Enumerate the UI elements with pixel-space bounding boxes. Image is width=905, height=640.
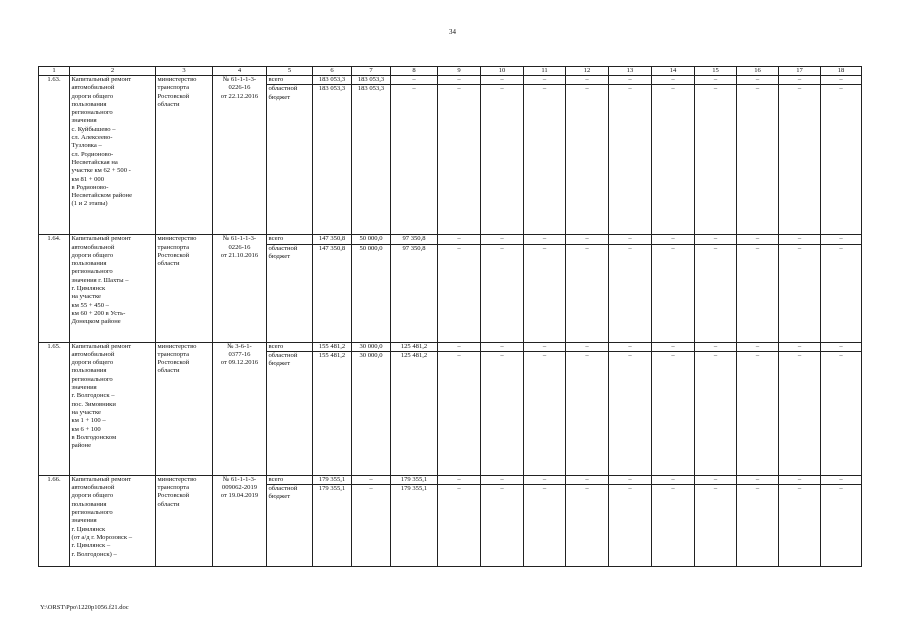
amount-year-col7: – xyxy=(352,475,391,484)
amount-year-cell: – xyxy=(438,351,481,475)
amount-year-cell: – xyxy=(821,342,862,351)
amount-year-cell: – xyxy=(737,351,779,475)
amount-year-cell: – xyxy=(438,76,481,85)
customer-name: министерство транспорта Ростовской области xyxy=(156,76,213,235)
column-header: 16 xyxy=(737,67,779,76)
amount-year-cell: – xyxy=(566,244,609,342)
amount-year-cell: – xyxy=(566,342,609,351)
amount-year-col8: 97 350,8 xyxy=(391,244,438,342)
amount-year-col8: 125 481,2 xyxy=(391,351,438,475)
amount-year-cell: – xyxy=(609,475,652,484)
amount-year-cell: – xyxy=(821,76,862,85)
amount-year-cell: – xyxy=(695,85,737,235)
amount-year-cell: – xyxy=(609,85,652,235)
page-number: 34 xyxy=(449,28,456,36)
amount-year-cell: – xyxy=(652,475,695,484)
budget-table xyxy=(38,66,862,567)
column-header: 13 xyxy=(609,67,652,76)
column-header: 15 xyxy=(695,67,737,76)
amount-year-cell: – xyxy=(481,351,524,475)
amount-year-cell: – xyxy=(524,475,566,484)
amount-year-cell: – xyxy=(737,85,779,235)
amount-year-cell: – xyxy=(779,235,821,244)
amount-year-cell: – xyxy=(566,351,609,475)
amount-year-col8: 179 355,1 xyxy=(391,485,438,567)
amount-year-cell: – xyxy=(609,351,652,475)
amount-year-cell: – xyxy=(695,76,737,85)
amount-year-cell: – xyxy=(524,351,566,475)
funding-source: всего xyxy=(267,76,313,85)
item-number: 1.64. xyxy=(39,235,70,342)
amount-year-cell: – xyxy=(821,235,862,244)
amount-year-col7: 183 053,3 xyxy=(352,76,391,85)
column-header: 14 xyxy=(652,67,695,76)
amount-year-cell: – xyxy=(737,235,779,244)
item-number: 1.66. xyxy=(39,475,70,566)
customer-name: министерство транспорта Ростовской области xyxy=(156,475,213,566)
object-name: Капитальный ремонт автомобильной дороги общего пользования регионального значения г. Шахты – г. Цимлянск на участке км 55 + 450 – км 60 + 200 в Усть- Донецком районе xyxy=(70,235,156,342)
amount-year-col7: – xyxy=(352,485,391,567)
total-amount: 155 481,2 xyxy=(313,351,352,475)
amount-year-col7: 30 000,0 xyxy=(352,351,391,475)
column-header: 7 xyxy=(352,67,391,76)
expertise-document: № 61-1-1-3- 009062-2019 от 19.04.2019 xyxy=(213,475,267,566)
column-header: 5 xyxy=(267,67,313,76)
total-amount: 183 053,3 xyxy=(313,76,352,85)
amount-year-cell: – xyxy=(609,235,652,244)
total-amount: 179 355,1 xyxy=(313,485,352,567)
column-header: 9 xyxy=(438,67,481,76)
amount-year-col8: 97 350,8 xyxy=(391,235,438,244)
amount-year-cell: – xyxy=(652,85,695,235)
amount-year-cell: – xyxy=(524,244,566,342)
object-name: Капитальный ремонт автомобильной дороги общего пользования регионального значения с. Куйбышево – сл. Алексеево- Тузловка – сл. Родионово- Несветайская на участке км 62 + 500 - км 81 + 000 в Родионово- Несветайском районе (1 и 2 этапы) xyxy=(70,76,156,235)
column-header: 1 xyxy=(39,67,70,76)
amount-year-cell: – xyxy=(438,244,481,342)
amount-year-cell: – xyxy=(609,485,652,567)
amount-year-cell: – xyxy=(737,342,779,351)
amount-year-cell: – xyxy=(779,76,821,85)
funding-source: областной бюджет xyxy=(267,85,313,235)
expertise-document: № 3-6-1- 0377-16 от 09.12.2016 xyxy=(213,342,267,475)
expertise-document: № 61-1-1-3- 0226-16 от 21.10.2016 xyxy=(213,235,267,342)
amount-year-cell: – xyxy=(524,235,566,244)
amount-year-cell: – xyxy=(524,485,566,567)
column-header: 4 xyxy=(213,67,267,76)
amount-year-cell: – xyxy=(438,485,481,567)
amount-year-col7: 183 053,3 xyxy=(352,85,391,235)
amount-year-cell: – xyxy=(652,342,695,351)
amount-year-cell: – xyxy=(438,342,481,351)
amount-year-cell: – xyxy=(481,244,524,342)
amount-year-cell: – xyxy=(438,85,481,235)
amount-year-cell: – xyxy=(438,235,481,244)
amount-year-cell: – xyxy=(652,485,695,567)
column-header: 12 xyxy=(566,67,609,76)
table-row xyxy=(39,235,862,244)
amount-year-cell: – xyxy=(481,76,524,85)
column-header: 8 xyxy=(391,67,438,76)
amount-year-cell: – xyxy=(481,85,524,235)
amount-year-cell: – xyxy=(821,244,862,342)
total-amount: 147 350,8 xyxy=(313,235,352,244)
amount-year-col8: – xyxy=(391,76,438,85)
column-header: 11 xyxy=(524,67,566,76)
table-row xyxy=(39,475,862,484)
amount-year-col7: 50 000,0 xyxy=(352,235,391,244)
amount-year-cell: – xyxy=(566,485,609,567)
table-row xyxy=(39,76,862,85)
funding-source: всего xyxy=(267,235,313,244)
amount-year-cell: – xyxy=(695,475,737,484)
amount-year-cell: – xyxy=(481,235,524,244)
amount-year-cell: – xyxy=(737,76,779,85)
object-name: Капитальный ремонт автомобильной дороги общего пользования регионального значения г. Цимлянск (от а/д г. Морозовск – г. Цимлянск – г. Волгодонск) – xyxy=(70,475,156,566)
file-path-footer: Y:\ORST\Ppo\1220p1056.f21.doc xyxy=(40,604,129,611)
column-header: 17 xyxy=(779,67,821,76)
column-header: 3 xyxy=(156,67,213,76)
amount-year-col8: – xyxy=(391,85,438,235)
amount-year-cell: – xyxy=(779,244,821,342)
amount-year-cell: – xyxy=(652,351,695,475)
amount-year-cell: – xyxy=(652,244,695,342)
amount-year-cell: – xyxy=(438,475,481,484)
amount-year-cell: – xyxy=(481,475,524,484)
amount-year-cell: – xyxy=(566,235,609,244)
amount-year-cell: – xyxy=(695,342,737,351)
amount-year-cell: – xyxy=(652,235,695,244)
amount-year-cell: – xyxy=(737,485,779,567)
total-amount: 155 481,2 xyxy=(313,342,352,351)
customer-name: министерство транспорта Ростовской области xyxy=(156,235,213,342)
amount-year-cell: – xyxy=(566,85,609,235)
column-header: 18 xyxy=(821,67,862,76)
amount-year-cell: – xyxy=(779,342,821,351)
amount-year-cell: – xyxy=(566,475,609,484)
funding-source: областной бюджет xyxy=(267,351,313,475)
amount-year-cell: – xyxy=(695,244,737,342)
object-name: Капитальный ремонт автомобильной дороги общего пользования регионального значения г. Волгодонск – пос. Зимовники на участке км 1 + 100 – км 6 + 100 в Волгодонском районе xyxy=(70,342,156,475)
amount-year-col8: 125 481,2 xyxy=(391,342,438,351)
funding-source: областной бюджет xyxy=(267,244,313,342)
amount-year-cell: – xyxy=(481,485,524,567)
amount-year-cell: – xyxy=(524,85,566,235)
amount-year-cell: – xyxy=(524,342,566,351)
total-amount: 147 350,8 xyxy=(313,244,352,342)
funding-source: всего xyxy=(267,342,313,351)
amount-year-cell: – xyxy=(821,475,862,484)
amount-year-col7: 30 000,0 xyxy=(352,342,391,351)
table-row xyxy=(39,342,862,351)
amount-year-cell: – xyxy=(652,76,695,85)
column-header: 6 xyxy=(313,67,352,76)
table-body xyxy=(39,76,862,567)
item-number: 1.63. xyxy=(39,76,70,235)
amount-year-cell: – xyxy=(779,351,821,475)
amount-year-cell: – xyxy=(821,351,862,475)
amount-year-cell: – xyxy=(737,475,779,484)
amount-year-cell: – xyxy=(821,485,862,567)
column-header: 2 xyxy=(70,67,156,76)
amount-year-col7: 50 000,0 xyxy=(352,244,391,342)
amount-year-cell: – xyxy=(695,235,737,244)
amount-year-cell: – xyxy=(695,351,737,475)
funding-source: областной бюджет xyxy=(267,485,313,567)
amount-year-cell: – xyxy=(481,342,524,351)
amount-year-cell: – xyxy=(609,342,652,351)
amount-year-col8: 179 355,1 xyxy=(391,475,438,484)
customer-name: министерство транспорта Ростовской области xyxy=(156,342,213,475)
amount-year-cell: – xyxy=(609,244,652,342)
amount-year-cell: – xyxy=(779,475,821,484)
amount-year-cell: – xyxy=(779,85,821,235)
amount-year-cell: – xyxy=(779,485,821,567)
amount-year-cell: – xyxy=(566,76,609,85)
funding-source: всего xyxy=(267,475,313,484)
amount-year-cell: – xyxy=(737,244,779,342)
total-amount: 179 355,1 xyxy=(313,475,352,484)
amount-year-cell: – xyxy=(695,485,737,567)
column-header: 10 xyxy=(481,67,524,76)
amount-year-cell: – xyxy=(524,76,566,85)
total-amount: 183 053,3 xyxy=(313,85,352,235)
expertise-document: № 61-1-1-3- 0226-16 от 22.12.2016 xyxy=(213,76,267,235)
amount-year-cell: – xyxy=(609,76,652,85)
header-row xyxy=(39,67,862,76)
item-number: 1.65. xyxy=(39,342,70,475)
amount-year-cell: – xyxy=(821,85,862,235)
